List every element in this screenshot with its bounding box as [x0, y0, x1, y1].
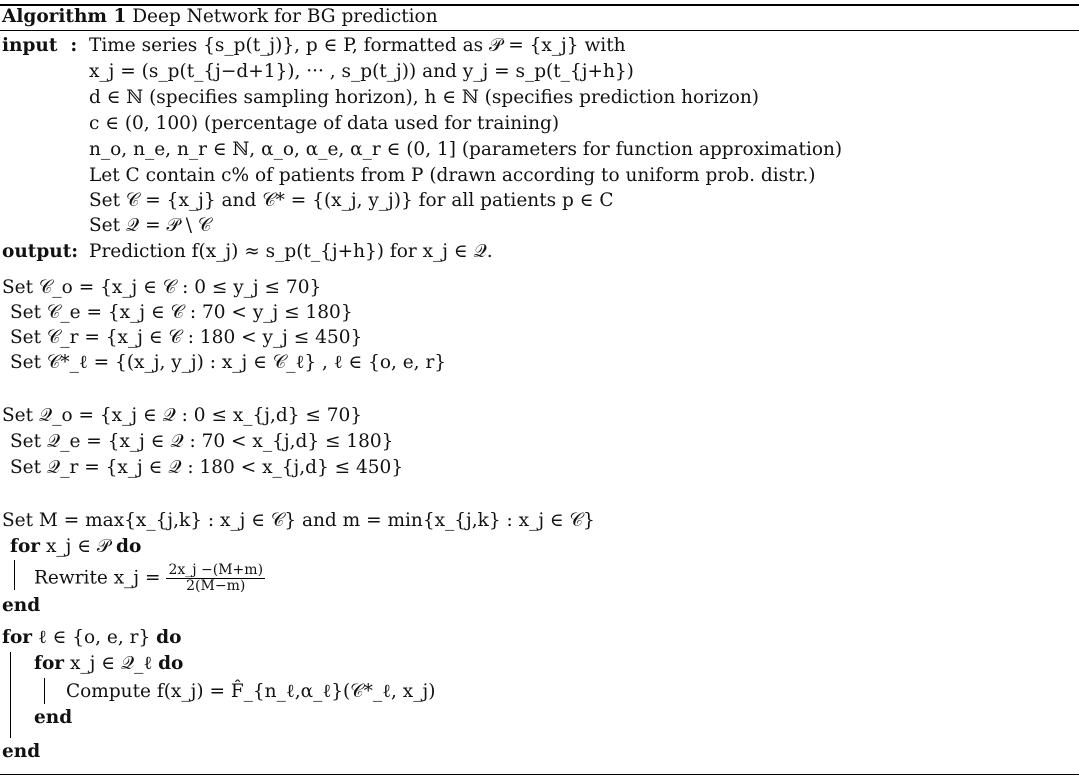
loop1-body: [34, 563, 265, 594]
loop2-inner-end: end: [34, 707, 73, 728]
loop2-inner-bar: [44, 678, 45, 704]
input-line-6: Let C contain c% of patients from P (drawn according to uniform prob. distr.): [89, 165, 816, 186]
loop1-cond: x_j ∈ 𝒫: [45, 536, 111, 557]
input-keyword: [2, 34, 77, 58]
loop2-for: for: [2, 627, 33, 648]
algorithm-caption: [2, 5, 438, 29]
loop1-bar: [14, 560, 15, 590]
input-line-5: n_o, n_e, n_r ∈ ℕ, α_o, α_e, α_r ∈ (0, 1] (parameters for function approximation): [89, 139, 843, 160]
loop1-header: [10, 535, 141, 559]
output-line: Prediction f(x_j) ≈ s_p(t_{j+h}) for x_j ∈ 𝒬.: [89, 241, 493, 262]
loop2-do: do: [156, 627, 182, 648]
loop2-inner-do: do: [158, 653, 184, 674]
bottom-rule: [0, 774, 1079, 775]
loop2-inner-header: [34, 652, 183, 676]
input-keyword-text: input: [2, 35, 58, 56]
loop2-inner-cond: x_j ∈ 𝒬_ℓ: [69, 653, 153, 674]
set-q-o: Set 𝒬_o = {x_j ∈ 𝒬 : 0 ≤ x_{j,d} ≤ 70}: [2, 405, 363, 426]
set-c-e: Set 𝒞_e = {x_j ∈ 𝒞 : 70 < y_j ≤ 180}: [10, 302, 353, 323]
set-minmax: Set M = max{x_{j,k} : x_j ∈ 𝒞} and m = min{x_{j,k} : x_j ∈ 𝒞}: [2, 510, 595, 531]
input-line-4: c ∈ (0, 100) (percentage of data used for training): [89, 113, 560, 134]
algorithm-label: Algorithm 1: [2, 6, 127, 27]
input-line-3: d ∈ ℕ (specifies sampling horizon), h ∈ ℕ (specifies prediction horizon): [89, 87, 759, 108]
loop1-frac-num: 2x_j −(M+m): [168, 562, 264, 578]
loop2-bar: [10, 652, 11, 738]
input-line-7: Set 𝒞 = {x_j} and 𝒞* = {(x_j, y_j)} for all patients p ∈ C: [89, 190, 614, 211]
loop1-end: end: [2, 595, 41, 616]
set-c-r: Set 𝒞_r = {x_j ∈ 𝒞 : 180 < y_j ≤ 450}: [10, 327, 363, 348]
input-line-8: Set 𝒬 = 𝒫 \ 𝒞: [89, 215, 212, 236]
input-colon: :: [70, 35, 78, 56]
input-line-2: x_j = (s_p(t_{j−d+1}), ··· , s_p(t_j)) and y_j = s_p(t_{j+h}): [89, 61, 634, 82]
loop1-body-prefix: Rewrite x_j =: [34, 567, 161, 589]
loop2-end: end: [2, 741, 41, 762]
algorithm-title: Deep Network for BG prediction: [132, 6, 438, 27]
output-keyword: output:: [2, 241, 79, 262]
set-q-e: Set 𝒬_e = {x_j ∈ 𝒬 : 70 < x_{j,d} ≤ 180}: [10, 431, 394, 452]
loop2-inner-for: for: [34, 653, 65, 674]
loop1-fraction: [166, 563, 265, 594]
set-q-r: Set 𝒬_r = {x_j ∈ 𝒬 : 180 < x_{j,d} ≤ 450}: [10, 457, 404, 478]
loop2-header: [2, 626, 181, 650]
set-c-star: Set 𝒞*_ℓ = {(x_j, y_j) : x_j ∈ 𝒞_ℓ} , ℓ ∈ {o, e, r}: [10, 352, 447, 373]
input-line-1: Time series {s_p(t_j)}, p ∈ P, formatted as 𝒫 = {x_j} with: [89, 35, 626, 56]
caption-rule: [0, 30, 1079, 31]
loop1-for: for: [10, 536, 41, 557]
loop1-do: do: [116, 536, 142, 557]
loop2-cond: ℓ ∈ {o, e, r}: [37, 627, 151, 648]
set-c-o: Set 𝒞_o = {x_j ∈ 𝒞 : 0 ≤ y_j ≤ 70}: [2, 277, 322, 298]
loop1-frac-den: 2(M−m): [186, 578, 246, 594]
loop2-body: Compute f(x_j) = F̂_{n_ℓ,α_ℓ}(𝒞*_ℓ, x_j): [66, 681, 436, 702]
